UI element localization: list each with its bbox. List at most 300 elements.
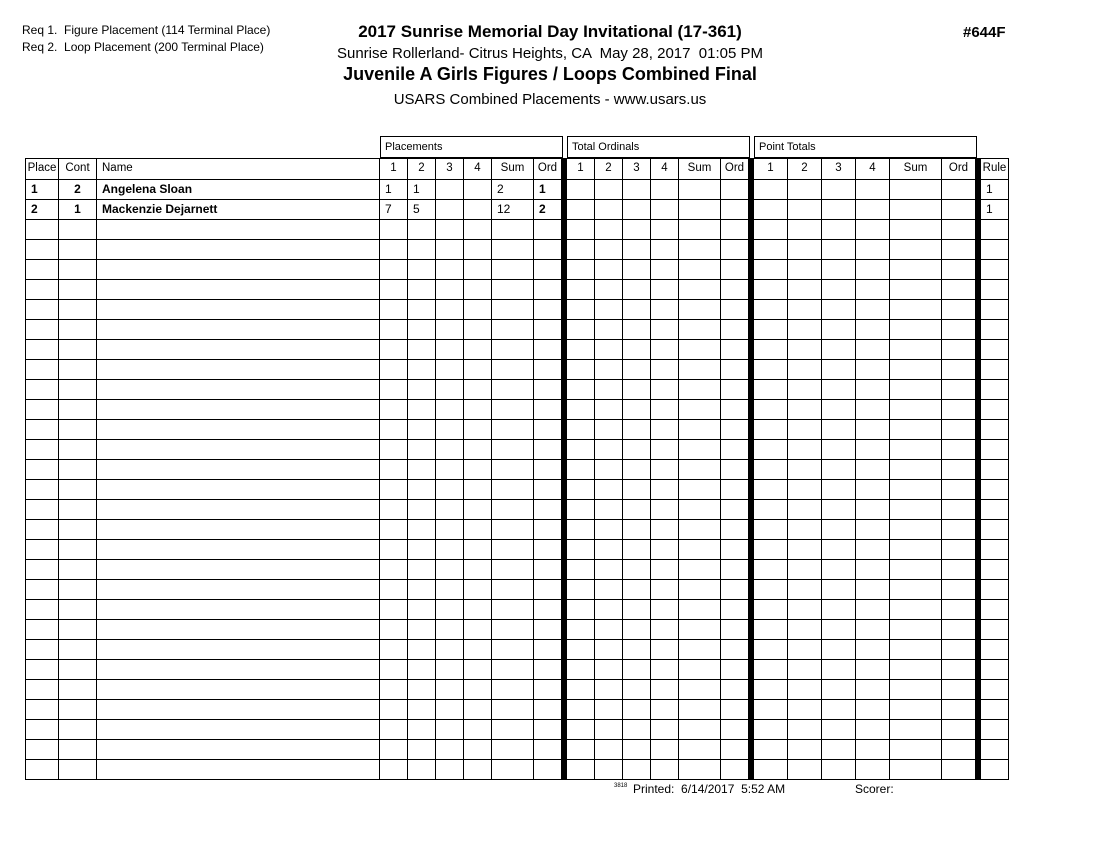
judge-score-cell: [788, 720, 822, 740]
judge-score-cell: [856, 740, 890, 760]
judge-score-cell: [856, 300, 890, 320]
judge-score-cell: [822, 220, 856, 240]
judge-score-cell: [436, 200, 464, 220]
ord-cell: [534, 400, 562, 420]
place-cell: [26, 540, 59, 560]
sum-cell: [679, 460, 721, 480]
sum-cell: [679, 400, 721, 420]
judge-score-cell: [623, 600, 651, 620]
name-cell: [97, 460, 380, 480]
judge-score-cell: [822, 180, 856, 200]
judge-score-cell: [623, 740, 651, 760]
cont-cell: [59, 520, 97, 540]
ord-cell: [534, 660, 562, 680]
judge-score-cell: [754, 460, 788, 480]
judge-score-cell: [408, 380, 436, 400]
cont-cell: [59, 400, 97, 420]
column-header-judge: Ord: [534, 159, 562, 180]
judge-score-cell: [623, 200, 651, 220]
sum-cell: [890, 320, 942, 340]
judge-score-cell: [567, 540, 595, 560]
ord-cell: [534, 320, 562, 340]
table-row: [26, 740, 1009, 760]
judge-score-cell: [567, 340, 595, 360]
judge-score-cell: [822, 440, 856, 460]
version-code: 3818: [614, 783, 628, 789]
judge-score-cell: [822, 680, 856, 700]
judge-score-cell: [651, 540, 679, 560]
ord-cell: [721, 620, 749, 640]
judge-score-cell: [436, 500, 464, 520]
judge-score-cell: [754, 500, 788, 520]
judge-score-cell: [380, 420, 408, 440]
ord-cell: [721, 240, 749, 260]
name-cell: [97, 380, 380, 400]
judge-score-cell: [380, 760, 408, 780]
sum-cell: [890, 220, 942, 240]
judge-score-cell: [567, 740, 595, 760]
name-cell: [97, 560, 380, 580]
judge-score-cell: [856, 560, 890, 580]
judge-score-cell: [436, 420, 464, 440]
column-header-cont: Cont: [59, 159, 97, 180]
judge-score-cell: [436, 700, 464, 720]
sum-cell: [890, 200, 942, 220]
ord-cell: [721, 580, 749, 600]
judge-score-cell: [567, 760, 595, 780]
group-header-total-ordinals: Total Ordinals: [567, 136, 750, 158]
judge-score-cell: [623, 760, 651, 780]
place-cell: 1: [26, 180, 59, 200]
rule-cell: [981, 560, 1009, 580]
rule-cell: [981, 440, 1009, 460]
sum-cell: [890, 340, 942, 360]
sum-cell: [492, 500, 534, 520]
judge-score-cell: [651, 200, 679, 220]
judge-score-cell: [651, 220, 679, 240]
judge-score-cell: [567, 440, 595, 460]
ord-cell: [721, 320, 749, 340]
table-row: [26, 700, 1009, 720]
ord-cell: [721, 460, 749, 480]
name-cell: [97, 400, 380, 420]
ord-cell: [721, 440, 749, 460]
judge-score-cell: [822, 500, 856, 520]
ord-cell: [942, 400, 976, 420]
judge-score-cell: [788, 520, 822, 540]
ord-cell: [721, 640, 749, 660]
sum-cell: [492, 360, 534, 380]
sum-cell: [890, 600, 942, 620]
table-row: [26, 180, 1009, 200]
sum-cell: [679, 580, 721, 600]
judge-score-cell: [408, 620, 436, 640]
judge-score-cell: [464, 740, 492, 760]
venue-date-line: Sunrise Rollerland- Citrus Heights, CA May 28, 2017 01:05 PM: [336, 45, 764, 62]
rule-cell: [981, 480, 1009, 500]
name-cell: [97, 300, 380, 320]
judge-score-cell: [623, 280, 651, 300]
judge-score-cell: [856, 460, 890, 480]
judge-score-cell: [754, 340, 788, 360]
rule-cell: [981, 760, 1009, 780]
judge-score-cell: [788, 260, 822, 280]
table-row: [26, 480, 1009, 500]
sum-cell: [890, 500, 942, 520]
place-cell: [26, 380, 59, 400]
ord-cell: [721, 740, 749, 760]
judge-score-cell: [595, 560, 623, 580]
sum-cell: [890, 260, 942, 280]
ord-cell: [942, 640, 976, 660]
judge-score-cell: [436, 600, 464, 620]
judge-score-cell: [567, 280, 595, 300]
judge-score-cell: [623, 700, 651, 720]
ord-cell: [721, 540, 749, 560]
name-cell: [97, 260, 380, 280]
judge-score-cell: [623, 260, 651, 280]
sum-cell: [679, 720, 721, 740]
ord-cell: [534, 740, 562, 760]
column-header-name: Name: [97, 159, 380, 180]
judge-score-cell: [788, 620, 822, 640]
ord-cell: [534, 300, 562, 320]
judge-score-cell: [822, 200, 856, 220]
column-header-judge: 1: [567, 159, 595, 180]
judge-score-cell: [595, 500, 623, 520]
judge-score-cell: [436, 620, 464, 640]
table-row: [26, 620, 1009, 640]
column-header-judge: Ord: [942, 159, 976, 180]
ord-cell: [534, 700, 562, 720]
column-header-judge: 4: [464, 159, 492, 180]
sum-cell: [492, 300, 534, 320]
judge-score-cell: [380, 660, 408, 680]
place-cell: [26, 440, 59, 460]
column-header-judge: Sum: [492, 159, 534, 180]
judge-score-cell: [788, 460, 822, 480]
sum-cell: [679, 620, 721, 640]
ord-cell: [534, 380, 562, 400]
sum-cell: [679, 480, 721, 500]
sum-cell: [492, 600, 534, 620]
ord-cell: [942, 520, 976, 540]
table-row: [26, 580, 1009, 600]
judge-score-cell: [788, 200, 822, 220]
judge-score-cell: [754, 520, 788, 540]
judge-score-cell: [651, 600, 679, 620]
judge-score-cell: [408, 640, 436, 660]
rule-cell: [981, 680, 1009, 700]
sum-cell: 12: [492, 200, 534, 220]
rule-cell: [981, 620, 1009, 640]
sum-cell: [492, 620, 534, 640]
cont-cell: [59, 580, 97, 600]
column-header-judge: 3: [623, 159, 651, 180]
judge-score-cell: [380, 260, 408, 280]
req-line-2: Req 2. Loop Placement (200 Terminal Place): [22, 40, 264, 54]
judge-score-cell: [822, 720, 856, 740]
judge-score-cell: [788, 660, 822, 680]
judge-score-cell: [651, 240, 679, 260]
place-cell: [26, 560, 59, 580]
judge-score-cell: [436, 240, 464, 260]
judge-score-cell: [788, 320, 822, 340]
judge-score-cell: [380, 380, 408, 400]
judge-score-cell: [788, 360, 822, 380]
place-cell: [26, 500, 59, 520]
ord-cell: [942, 620, 976, 640]
judge-score-cell: [651, 520, 679, 540]
place-cell: [26, 680, 59, 700]
judge-score-cell: [623, 220, 651, 240]
judge-score-cell: [595, 740, 623, 760]
judge-score-cell: [822, 560, 856, 580]
table-row: [26, 600, 1009, 620]
judge-score-cell: [651, 740, 679, 760]
judge-score-cell: [408, 680, 436, 700]
name-cell: [97, 480, 380, 500]
rule-cell: [981, 420, 1009, 440]
ord-cell: [942, 180, 976, 200]
place-cell: [26, 640, 59, 660]
judge-score-cell: [788, 480, 822, 500]
ord-cell: [721, 300, 749, 320]
judge-score-cell: [408, 280, 436, 300]
ord-cell: [534, 680, 562, 700]
judge-score-cell: [380, 680, 408, 700]
judge-score-cell: [464, 520, 492, 540]
table-row: [26, 420, 1009, 440]
ord-cell: [534, 340, 562, 360]
judge-score-cell: [408, 520, 436, 540]
ord-cell: [721, 480, 749, 500]
judge-score-cell: [822, 340, 856, 360]
ord-cell: [942, 340, 976, 360]
rule-cell: [981, 600, 1009, 620]
judge-score-cell: [464, 460, 492, 480]
judge-score-cell: [651, 680, 679, 700]
ord-cell: [942, 240, 976, 260]
judge-score-cell: [754, 580, 788, 600]
name-cell: [97, 680, 380, 700]
table-row: [26, 520, 1009, 540]
judge-score-cell: [464, 260, 492, 280]
rule-cell: [981, 640, 1009, 660]
table-row: [26, 680, 1009, 700]
judge-score-cell: [754, 700, 788, 720]
judge-score-cell: [567, 680, 595, 700]
judge-score-cell: [595, 320, 623, 340]
judge-score-cell: [408, 560, 436, 580]
judge-score-cell: [856, 720, 890, 740]
judge-score-cell: [595, 340, 623, 360]
rule-cell: 1: [981, 180, 1009, 200]
place-cell: [26, 340, 59, 360]
judge-score-cell: [788, 580, 822, 600]
judge-score-cell: [623, 300, 651, 320]
cont-cell: [59, 540, 97, 560]
cont-cell: [59, 280, 97, 300]
judge-score-cell: [408, 420, 436, 440]
column-header-judge: Sum: [679, 159, 721, 180]
column-header-place: Place: [26, 159, 59, 180]
judge-score-cell: [754, 180, 788, 200]
judge-score-cell: [651, 560, 679, 580]
ord-cell: [942, 380, 976, 400]
judge-score-cell: [754, 620, 788, 640]
ord-cell: [721, 200, 749, 220]
competition-title: 2017 Sunrise Memorial Day Invitational (17-361): [358, 22, 742, 41]
judge-score-cell: [595, 180, 623, 200]
judge-score-cell: [856, 420, 890, 440]
sum-cell: [890, 560, 942, 580]
judge-score-cell: [595, 660, 623, 680]
judge-score-cell: [788, 420, 822, 440]
ord-cell: [721, 600, 749, 620]
judge-score-cell: [856, 640, 890, 660]
judge-score-cell: [380, 400, 408, 420]
judge-score-cell: [408, 260, 436, 280]
rule-cell: [981, 280, 1009, 300]
sum-cell: [890, 660, 942, 680]
judge-score-cell: [822, 420, 856, 440]
judge-score-cell: [754, 420, 788, 440]
sum-cell: [679, 680, 721, 700]
judge-score-cell: [408, 440, 436, 460]
name-cell: [97, 500, 380, 520]
ord-cell: [534, 720, 562, 740]
judge-score-cell: [754, 360, 788, 380]
judge-score-cell: [464, 300, 492, 320]
judge-score-cell: [856, 360, 890, 380]
scorer-label: Scorer:: [855, 782, 894, 796]
cont-cell: [59, 320, 97, 340]
judge-score-cell: [595, 200, 623, 220]
ord-cell: [534, 440, 562, 460]
cont-cell: [59, 380, 97, 400]
judge-score-cell: [856, 620, 890, 640]
name-cell: [97, 640, 380, 660]
sum-cell: [890, 520, 942, 540]
judge-score-cell: [788, 340, 822, 360]
table-row: [26, 380, 1009, 400]
judge-score-cell: [595, 380, 623, 400]
rule-cell: [981, 500, 1009, 520]
judge-score-cell: [380, 500, 408, 520]
judge-score-cell: [408, 340, 436, 360]
judge-score-cell: [595, 720, 623, 740]
ord-cell: [534, 580, 562, 600]
ord-cell: [534, 560, 562, 580]
judge-score-cell: [822, 760, 856, 780]
judge-score-cell: [822, 240, 856, 260]
ord-cell: [942, 720, 976, 740]
judge-score-cell: [651, 420, 679, 440]
judge-score-cell: [822, 300, 856, 320]
place-cell: [26, 400, 59, 420]
judge-score-cell: [788, 240, 822, 260]
rule-cell: [981, 360, 1009, 380]
judge-score-cell: [464, 680, 492, 700]
judge-score-cell: [754, 400, 788, 420]
sum-cell: [890, 380, 942, 400]
judge-score-cell: [464, 660, 492, 680]
place-cell: [26, 580, 59, 600]
judge-score-cell: [822, 280, 856, 300]
sum-cell: [492, 460, 534, 480]
placements-subtitle: USARS Combined Placements - www.usars.us: [393, 91, 707, 108]
rule-cell: [981, 400, 1009, 420]
rule-cell: [981, 320, 1009, 340]
judge-score-cell: [567, 620, 595, 640]
judge-score-cell: [408, 480, 436, 500]
ord-cell: [534, 280, 562, 300]
judge-score-cell: [464, 500, 492, 520]
judge-score-cell: [856, 440, 890, 460]
judge-score-cell: [788, 280, 822, 300]
judge-score-cell: [651, 640, 679, 660]
judge-score-cell: [436, 560, 464, 580]
place-cell: 2: [26, 200, 59, 220]
judge-score-cell: [595, 700, 623, 720]
cont-cell: [59, 620, 97, 640]
judge-score-cell: [436, 360, 464, 380]
judge-score-cell: [567, 260, 595, 280]
place-cell: [26, 760, 59, 780]
sum-cell: [679, 740, 721, 760]
cont-cell: [59, 360, 97, 380]
sum-cell: [679, 660, 721, 680]
table-row: [26, 280, 1009, 300]
judge-score-cell: [408, 740, 436, 760]
judge-score-cell: [822, 480, 856, 500]
name-cell: Mackenzie Dejarnett: [97, 200, 380, 220]
rule-cell: [981, 240, 1009, 260]
ord-cell: [534, 240, 562, 260]
sum-cell: [890, 400, 942, 420]
sum-cell: [890, 360, 942, 380]
judge-score-cell: [464, 420, 492, 440]
sum-cell: [890, 620, 942, 640]
printed-timestamp: Printed: 6/14/2017 5:52 AM: [633, 782, 786, 796]
cont-cell: [59, 420, 97, 440]
judge-score-cell: [651, 460, 679, 480]
judge-score-cell: [408, 660, 436, 680]
judge-score-cell: [651, 260, 679, 280]
judge-score-cell: [436, 460, 464, 480]
judge-score-cell: [464, 620, 492, 640]
cont-cell: 1: [59, 200, 97, 220]
judge-score-cell: [567, 720, 595, 740]
judge-score-cell: [623, 680, 651, 700]
judge-score-cell: [436, 440, 464, 460]
judge-score-cell: [464, 360, 492, 380]
judge-score-cell: [822, 320, 856, 340]
judge-score-cell: [464, 580, 492, 600]
sum-cell: [492, 720, 534, 740]
ord-cell: [721, 220, 749, 240]
judge-score-cell: [856, 540, 890, 560]
judge-score-cell: [567, 500, 595, 520]
judge-score-cell: [567, 300, 595, 320]
ord-cell: 2: [534, 200, 562, 220]
judge-score-cell: [651, 380, 679, 400]
table-row: [26, 720, 1009, 740]
judge-score-cell: [567, 580, 595, 600]
sum-cell: [492, 380, 534, 400]
judge-score-cell: [436, 640, 464, 660]
